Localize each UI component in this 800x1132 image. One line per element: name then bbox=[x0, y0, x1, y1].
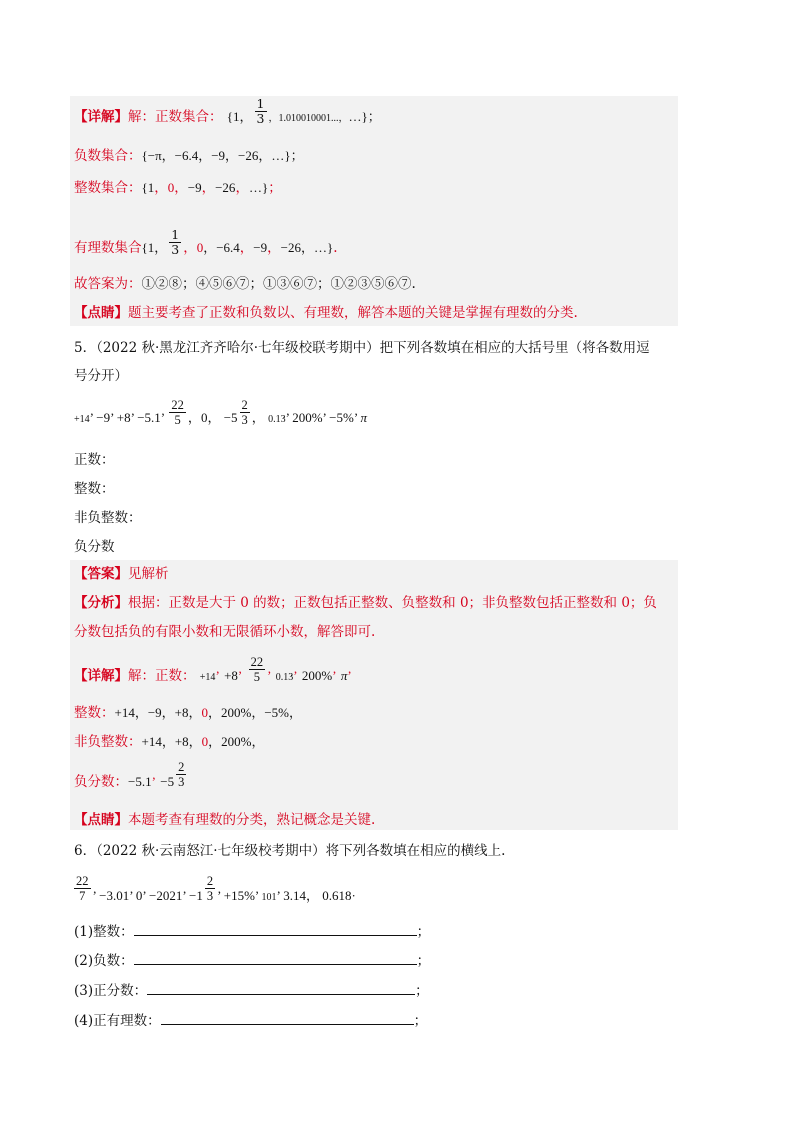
separator: ’ bbox=[353, 410, 358, 425]
q5-integer-line bbox=[74, 703, 302, 723]
repeating-digit: 3 . bbox=[288, 672, 293, 683]
question-prompt-cont: 号分开） bbox=[74, 368, 128, 384]
separator: ， bbox=[201, 180, 216, 196]
mixed-number-fraction bbox=[176, 760, 186, 789]
number-item: 0 bbox=[135, 888, 143, 903]
number-item: 3.14 bbox=[283, 888, 306, 903]
answer-blank[interactable] bbox=[161, 1012, 414, 1025]
q4-integer-line bbox=[74, 178, 282, 198]
number-item: 0.1 bbox=[268, 414, 281, 425]
separator: ’ bbox=[110, 410, 114, 425]
question-prompt: 将下列各数填在相应的横线上. bbox=[325, 843, 506, 859]
negative-set-label: 负数集合： bbox=[74, 148, 142, 164]
fraction-denominator: 3 bbox=[206, 888, 214, 903]
fraction-one-third bbox=[255, 97, 267, 126]
separator: ’ bbox=[237, 668, 243, 683]
line-end: · bbox=[351, 888, 356, 903]
separator: ’ bbox=[285, 410, 289, 425]
separator: ， bbox=[183, 240, 197, 256]
answer-number: +8 bbox=[224, 668, 238, 683]
separator: ’ bbox=[142, 888, 147, 903]
detail-tag: 【详解】 bbox=[74, 109, 128, 125]
number-item: −3.01 bbox=[99, 888, 130, 903]
positive-set-end: …}； bbox=[348, 109, 381, 124]
positive-decimal: ，1.010010001...， bbox=[268, 113, 349, 124]
comment-tag: 【点睛】 bbox=[74, 812, 128, 828]
q5-detail-line bbox=[74, 655, 352, 688]
number-item: −5.1 bbox=[137, 410, 161, 425]
rational-set-open: {1， bbox=[141, 240, 168, 255]
negfrac-value: −5.1 bbox=[128, 774, 152, 789]
separator: ’ bbox=[293, 668, 298, 683]
answer-number: 200% bbox=[301, 668, 333, 683]
line-end: ； bbox=[416, 924, 431, 940]
number-item: 0 bbox=[200, 410, 208, 425]
separator: ’ bbox=[182, 888, 187, 903]
separator: ’ bbox=[276, 888, 281, 903]
comment-text: 题主要考查了正数和负数以、有理数，解答本题的关键是掌握有理数的分类. bbox=[128, 305, 578, 321]
label-integer: 整数： bbox=[74, 481, 115, 497]
comment-tag: 【点睛】 bbox=[74, 305, 128, 321]
answer-number: π bbox=[340, 668, 348, 683]
separator: ， bbox=[267, 240, 281, 256]
item-label: (4)正有理数： bbox=[74, 1013, 161, 1029]
item-label: (1)整数： bbox=[74, 924, 134, 940]
separator: ’ bbox=[160, 410, 165, 425]
separator: ’ bbox=[254, 888, 259, 903]
line-end: ； bbox=[416, 953, 431, 969]
question-source: （2022 秋·黑龙江齐齐哈尔·七年级校联考期中） bbox=[96, 340, 380, 356]
integer-value: −9 bbox=[187, 180, 202, 195]
integer-zero: 0 bbox=[201, 705, 208, 720]
mixed-number-fraction bbox=[205, 874, 215, 903]
fraction-numerator: 22 bbox=[250, 655, 264, 669]
item-label: (3)正分数： bbox=[74, 983, 148, 999]
separator: ’ bbox=[332, 668, 337, 683]
separator: ’ bbox=[217, 888, 221, 903]
answer-tag: 【答案】 bbox=[74, 566, 128, 582]
fraction-numerator: 1 bbox=[171, 227, 180, 242]
question-prompt: 把下列各数填在相应的大括号里（将各数用逗 bbox=[379, 340, 650, 356]
q4-answer-line bbox=[74, 274, 416, 294]
separator: ’ bbox=[92, 888, 97, 903]
integer-values-rest: ，200%，−5%， bbox=[208, 705, 302, 720]
q6-item-1 bbox=[74, 922, 430, 942]
answer-text: 见解析 bbox=[128, 566, 169, 582]
fraction-denominator: 3 bbox=[241, 412, 248, 427]
number-item: +15% bbox=[223, 888, 255, 903]
separator: ’ bbox=[347, 668, 352, 683]
separator: ’ bbox=[130, 410, 134, 425]
negative-set-values: {−π，−6.4，−9，−26，…}； bbox=[141, 148, 304, 163]
q5-label-positive bbox=[74, 450, 115, 470]
comment-text: 本题考查有理数的分类，熟记概念是关键. bbox=[128, 812, 376, 828]
separator: ’ bbox=[267, 668, 272, 683]
separator: ， bbox=[187, 410, 201, 425]
q5-label-negfrac bbox=[74, 537, 115, 557]
fraction-one-third bbox=[169, 228, 181, 257]
nonneg-label: 非负整数： bbox=[74, 734, 142, 750]
separator: ， bbox=[305, 888, 319, 903]
fraction-denominator: 5 bbox=[174, 412, 181, 427]
label-nonneg-integer: 非负整数： bbox=[74, 510, 142, 526]
q5-nonneg-line bbox=[74, 732, 265, 752]
separator: ， bbox=[174, 180, 188, 196]
separator: ’ bbox=[129, 888, 134, 903]
q5-label-integer bbox=[74, 479, 115, 499]
integer-values: +14，−9，+8， bbox=[114, 705, 202, 720]
question-number: 6． bbox=[74, 843, 97, 859]
fraction-denominator: 5 bbox=[253, 670, 260, 684]
question-source: （2022 秋·云南怒江·七年级校考期中） bbox=[96, 843, 326, 859]
answer-value: ①②⑧；④⑤⑥⑦；①③⑥⑦；①②③⑤⑥⑦. bbox=[141, 276, 416, 292]
fraction-numerator: 22 bbox=[171, 397, 184, 412]
separator: ’ bbox=[322, 410, 326, 425]
analysis-tag: 【分析】 bbox=[74, 595, 128, 611]
fraction-numerator: 22 bbox=[76, 873, 89, 888]
integer-set-label: 整数集合： bbox=[74, 180, 142, 196]
answer-number: +14 bbox=[199, 672, 216, 683]
positive-set-start: {1， bbox=[226, 109, 253, 124]
number-item: π bbox=[360, 410, 367, 425]
negfrac-label: 负分数： bbox=[74, 774, 128, 790]
q6-question-line bbox=[74, 841, 505, 861]
q5-negfrac-line bbox=[74, 760, 188, 792]
fraction-denominator: 7 bbox=[79, 888, 86, 903]
mixed-number-whole: −5 bbox=[160, 774, 175, 789]
q4-detail-line bbox=[74, 96, 381, 129]
number-item: 200% bbox=[292, 410, 323, 425]
answer-blank[interactable] bbox=[134, 952, 417, 965]
detail-lead: 解：正数： bbox=[128, 668, 196, 684]
fraction-denominator: 3 bbox=[178, 775, 185, 789]
separator: ’ bbox=[151, 774, 156, 789]
rational-value: −26 bbox=[280, 240, 301, 255]
fraction-22-7 bbox=[74, 874, 91, 903]
detail-tag: 【详解】 bbox=[74, 668, 128, 684]
answer-blank[interactable] bbox=[134, 923, 417, 936]
answer-blank[interactable] bbox=[147, 982, 415, 995]
number-item: 0.618 bbox=[322, 888, 352, 903]
q6-item-4 bbox=[74, 1011, 427, 1031]
separator: ’ bbox=[89, 410, 94, 425]
question-number: 5． bbox=[74, 340, 97, 356]
fraction-denominator: 3 bbox=[171, 242, 180, 257]
q6-item-3 bbox=[74, 981, 429, 1001]
separator: ， bbox=[239, 240, 254, 256]
label-negative-fraction: 负分数 bbox=[74, 539, 115, 555]
integer-set-close: …} bbox=[248, 180, 269, 195]
mixed-number-whole: −1 bbox=[189, 888, 203, 903]
separator: ， bbox=[154, 180, 168, 196]
line-end: . bbox=[333, 240, 338, 256]
fraction-denominator: 3 bbox=[256, 111, 265, 126]
q5-label-nonneg bbox=[74, 508, 142, 528]
line-end: ； bbox=[268, 180, 282, 196]
q4-negative-line bbox=[74, 146, 304, 166]
rational-set-label: 有理数集合 bbox=[74, 240, 142, 256]
rational-zero: 0 bbox=[196, 240, 204, 255]
nonneg-zero: 0 bbox=[201, 734, 209, 749]
answer-label: 故答案为： bbox=[74, 276, 142, 292]
q4-comment-line bbox=[74, 303, 578, 323]
q4-rational-line bbox=[74, 227, 338, 258]
q5-analysis-line1 bbox=[74, 593, 657, 613]
fraction-numerator: 1 bbox=[256, 96, 265, 111]
rational-value: ，−6.4 bbox=[203, 240, 240, 255]
separator: ， bbox=[207, 410, 221, 425]
q5-answer-line bbox=[74, 564, 169, 584]
separator: ’ bbox=[215, 668, 220, 683]
separator: ， bbox=[251, 410, 265, 425]
number-item: −2021 bbox=[149, 888, 183, 903]
item-label: (2)负数： bbox=[74, 953, 134, 969]
line-end: ； bbox=[415, 983, 429, 999]
q5-numbers-line bbox=[74, 397, 367, 430]
nonneg-values-rest: ，200%， bbox=[208, 734, 265, 749]
q6-numbers-line bbox=[74, 873, 356, 908]
number-item: −5% bbox=[329, 410, 354, 425]
number-item: 101 bbox=[261, 892, 277, 903]
rational-value: −9 bbox=[253, 240, 268, 255]
fraction-numerator: 2 bbox=[206, 873, 214, 888]
q6-item-2 bbox=[74, 951, 430, 971]
q5-question-line1 bbox=[74, 338, 650, 358]
number-item: +14 bbox=[74, 414, 90, 425]
repeating-digit: 3 . bbox=[281, 414, 286, 425]
rational-value: ，…} bbox=[300, 240, 334, 255]
nonneg-values: +14，+8， bbox=[141, 734, 202, 749]
fraction-numerator: 2 bbox=[241, 397, 248, 412]
fraction-22-5 bbox=[249, 655, 266, 684]
line-end: ； bbox=[413, 1013, 428, 1029]
q5-analysis-line2 bbox=[74, 622, 375, 642]
fraction-numerator: 2 bbox=[178, 760, 185, 774]
mixed-number-fraction bbox=[240, 398, 250, 427]
integer-label: 整数： bbox=[74, 705, 115, 721]
label-positive: 正数： bbox=[74, 452, 115, 468]
integer-zero: 0 bbox=[167, 180, 175, 195]
q5-comment-line bbox=[74, 810, 375, 830]
analysis-text: 根据：正数是大于 0 的数；正数包括正整数、负整数和 0；非负整数包括正整数和 0；负 bbox=[128, 595, 657, 611]
detail-lead: 解：正数集合： bbox=[128, 109, 223, 125]
answer-number: 0.1 bbox=[275, 672, 289, 683]
mixed-number-whole: −5 bbox=[223, 410, 238, 425]
number-item: −9 bbox=[96, 410, 111, 425]
integer-value: −26 bbox=[215, 180, 236, 195]
q5-question-line2 bbox=[74, 366, 128, 386]
separator: ， bbox=[235, 180, 249, 196]
integer-set-open: {1 bbox=[141, 180, 155, 195]
fraction-22-5 bbox=[169, 398, 186, 427]
number-item: +8 bbox=[116, 410, 131, 425]
analysis-text-cont: 分数包括负的有限小数和无限循环小数，解答即可. bbox=[74, 624, 376, 640]
